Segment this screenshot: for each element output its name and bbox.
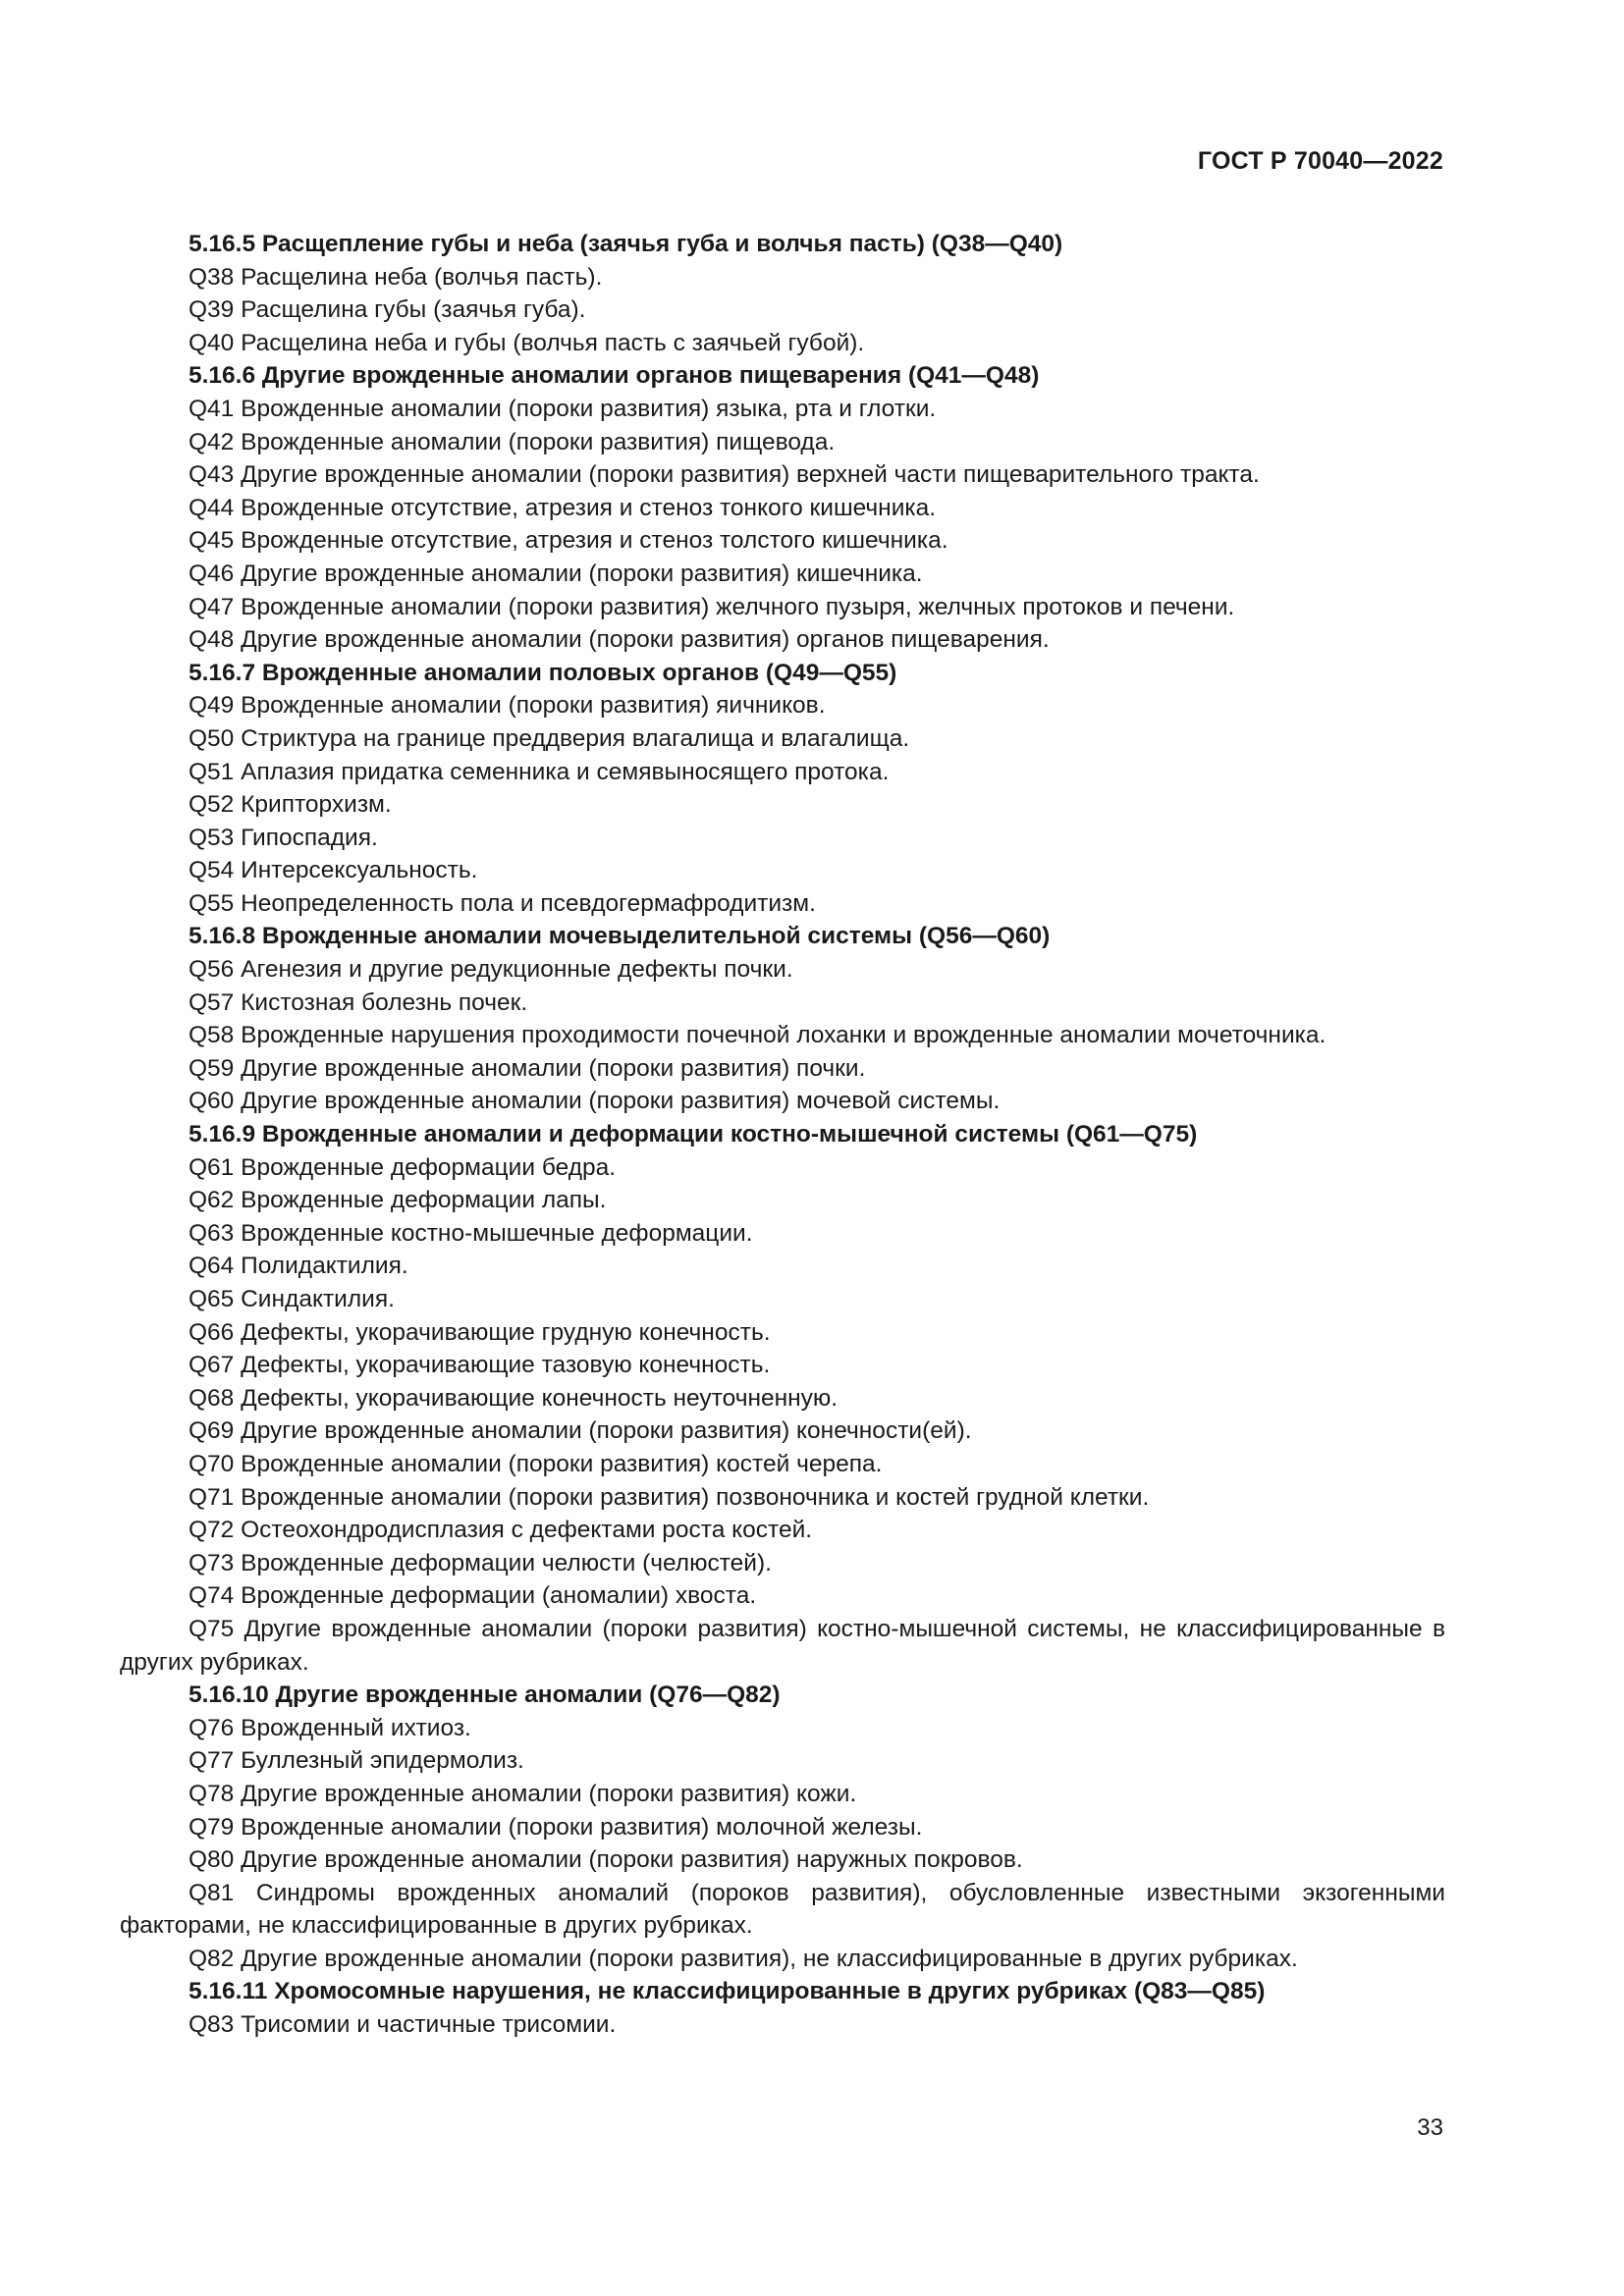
classification-item: Q38 Расщелина неба (волчья пасть). <box>189 263 603 291</box>
classification-item: Q43 Другие врожденные аномалии (пороки развития) верхней части пищеварительного тракта. <box>189 461 1260 489</box>
classification-item: Q73 Врожденные деформации челюсти (челюстей). <box>189 1549 772 1576</box>
classification-item: Q83 Трисомии и частичные трисомии. <box>189 2011 617 2039</box>
classification-item: Q76 Врожденный ихтиоз. <box>189 1714 471 1741</box>
classification-item: Q47 Врожденные аномалии (пороки развития) желчного пузыря, желчных протоков и печени. <box>189 593 1235 620</box>
classification-item: Q80 Другие врожденные аномалии (пороки развития) наружных покровов. <box>189 1846 1023 1874</box>
classification-item: Q56 Агенезия и другие редукционные дефекты почки. <box>189 956 793 984</box>
classification-item: Q75 Другие врожденные аномалии (пороки развития) костно-мышечной системы, не классифицированные в других рубриках. <box>120 1615 1445 1676</box>
section-heading: 5.16.7 Врожденные аномалии половых органов (Q49—Q55) <box>189 659 897 686</box>
classification-item: Q48 Другие врожденные аномалии (пороки развития) органов пищеварения. <box>189 626 1050 654</box>
classification-item: Q81 Синдромы врожденных аномалий (пороков развития), обусловленные известными экзогенными факторами, не классифицированные в других рубриках. <box>120 1879 1445 1940</box>
classification-item: Q77 Буллезный эпидермолиз. <box>189 1747 524 1775</box>
classification-item: Q45 Врожденные отсутствие, атрезия и стеноз толстого кишечника. <box>189 527 948 555</box>
section-heading: 5.16.5 Расщепление губы и неба (заячья губа и волчья пасть) (Q38—Q40) <box>189 231 1063 257</box>
classification-item: Q54 Интерсексуальность. <box>189 857 478 884</box>
classification-item: Q41 Врожденные аномалии (пороки развития) языка, рта и глотки. <box>189 395 937 422</box>
document-standard-header: ГОСТ Р 70040—2022 <box>1197 147 1443 175</box>
classification-item: Q65 Синдактилия. <box>189 1286 395 1312</box>
classification-item: Q40 Расщелина неба и губы (волчья пасть с заячьей губой). <box>189 329 865 356</box>
classification-item: Q72 Остеохондродисплазия с дефектами роста костей. <box>189 1517 813 1544</box>
classification-item: Q44 Врожденные отсутствие, атрезия и стеноз тонкого кишечника. <box>189 494 937 521</box>
section-heading: 5.16.9 Врожденные аномалии и деформации костно-мышечной системы (Q61—Q75) <box>189 1121 1198 1148</box>
classification-item: Q60 Другие врожденные аномалии (пороки развития) мочевой системы. <box>189 1088 1001 1115</box>
section-heading: 5.16.6 Другие врожденные аномалии органов пищеварения (Q41—Q48) <box>189 362 1040 390</box>
classification-item: Q46 Другие врожденные аномалии (пороки развития) кишечника. <box>189 560 923 587</box>
document-body <box>120 228 1445 2042</box>
section-heading: 5.16.8 Врожденные аномалии мочевыделительной системы (Q56—Q60) <box>189 923 1051 950</box>
classification-item: Q78 Другие врожденные аномалии (пороки развития) кожи. <box>189 1780 857 1807</box>
section-heading: 5.16.10 Другие врожденные аномалии (Q76—Q82) <box>189 1682 781 1709</box>
section-heading: 5.16.11 Хромосомные нарушения, не классифицированные в других рубриках (Q83—Q85) <box>189 1978 1266 2005</box>
classification-item: Q49 Врожденные аномалии (пороки развития) яичников. <box>189 692 826 720</box>
classification-item: Q55 Неопределенность пола и псевдогермафродитизм. <box>189 889 816 917</box>
classification-item: Q58 Врожденные нарушения проходимости почечной лоханки и врожденные аномалии мочеточника. <box>189 1022 1326 1049</box>
classification-item: Q74 Врожденные деформации (аномалии) хвоста. <box>189 1582 757 1610</box>
classification-item: Q79 Врожденные аномалии (пороки развития) молочной железы. <box>189 1813 923 1841</box>
classification-item: Q63 Врожденные костно-мышечные деформации. <box>189 1219 753 1247</box>
page-number: 33 <box>1417 2114 1443 2141</box>
classification-item: Q67 Дефекты, укорачивающие тазовую конечность. <box>189 1352 771 1379</box>
classification-item: Q52 Крипторхизм. <box>189 791 392 819</box>
classification-item: Q62 Врожденные деформации лапы. <box>189 1187 607 1214</box>
classification-item: Q39 Расщелина губы (заячья губа). <box>189 296 586 324</box>
classification-item: Q57 Кистозная болезнь почек. <box>189 988 528 1016</box>
classification-item: Q53 Гипоспадия. <box>189 824 378 851</box>
classification-item: Q59 Другие врожденные аномалии (пороки развития) почки. <box>189 1054 866 1082</box>
classification-item: Q66 Дефекты, укорачивающие грудную конечность. <box>189 1318 771 1346</box>
classification-item: Q82 Другие врожденные аномалии (пороки развития), не классифицированные в других рубриках. <box>189 1945 1298 1972</box>
classification-item: Q64 Полидактилия. <box>189 1253 408 1280</box>
classification-item: Q61 Врожденные деформации бедра. <box>189 1153 617 1181</box>
classification-item: Q50 Стриктура на границе преддверия влагалища и влагалища. <box>189 724 910 752</box>
classification-item: Q70 Врожденные аномалии (пороки развития) костей черепа. <box>189 1450 883 1477</box>
classification-item: Q51 Аплазия придатка семенника и семявыносящего протока. <box>189 758 890 785</box>
classification-item: Q68 Дефекты, укорачивающие конечность неуточненную. <box>189 1384 839 1412</box>
classification-item: Q71 Врожденные аномалии (пороки развития) позвоночника и костей грудной клетки. <box>189 1483 1150 1511</box>
classification-item: Q42 Врожденные аномалии (пороки развития) пищевода. <box>189 428 836 455</box>
classification-item: Q69 Другие врожденные аномалии (пороки развития) конечности(ей). <box>189 1417 972 1445</box>
